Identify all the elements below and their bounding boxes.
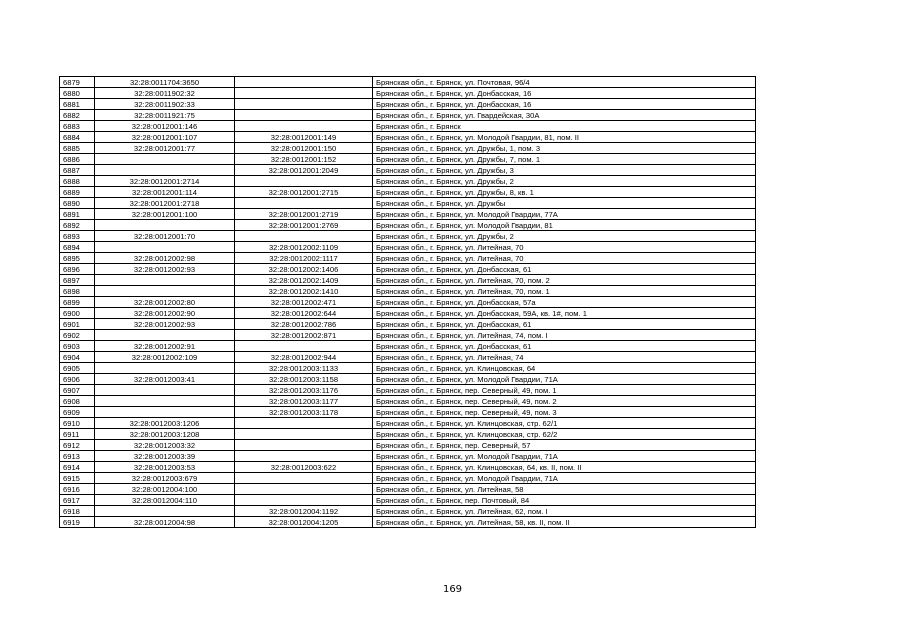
related-cadastral-number-cell: 32:28:0012002:1109 (235, 242, 373, 253)
table-row (60, 209, 756, 220)
cadastral-number-cell (95, 363, 235, 374)
cadastral-number-cell (95, 242, 235, 253)
registry-table-body (60, 77, 756, 528)
related-cadastral-number-cell: 32:28:0012002:944 (235, 352, 373, 363)
cadastral-number-cell: 32:28:0012001:100 (95, 209, 235, 220)
related-cadastral-number-cell (235, 77, 373, 88)
related-cadastral-number-cell: 32:28:0012003:622 (235, 462, 373, 473)
related-cadastral-number-cell: 32:28:0012002:1410 (235, 286, 373, 297)
row-number-cell: 6910 (60, 418, 95, 429)
row-number-cell: 6904 (60, 352, 95, 363)
related-cadastral-number-cell (235, 99, 373, 110)
row-number-cell: 6881 (60, 99, 95, 110)
address-cell: Брянская обл., г. Брянск, ул. Дружбы, 3 (373, 165, 756, 176)
related-cadastral-number-cell: 32:28:0012003:1176 (235, 385, 373, 396)
row-number-cell: 6912 (60, 440, 95, 451)
address-cell: Брянская обл., г. Брянск, пер. Северный, 49, пом. 3 (373, 407, 756, 418)
table-row (60, 374, 756, 385)
address-cell: Брянская обл., г. Брянск, ул. Молодой Гвардии, 81, пом. II (373, 132, 756, 143)
row-number-cell: 6884 (60, 132, 95, 143)
cadastral-number-cell (95, 396, 235, 407)
related-cadastral-number-cell: 32:28:0012002:644 (235, 308, 373, 319)
related-cadastral-number-cell (235, 110, 373, 121)
address-cell: Брянская обл., г. Брянск, ул. Дружбы, 7, пом. 1 (373, 154, 756, 165)
table-row (60, 308, 756, 319)
related-cadastral-number-cell: 32:28:0012004:1192 (235, 506, 373, 517)
cadastral-number-cell (95, 385, 235, 396)
related-cadastral-number-cell: 32:28:0012003:1177 (235, 396, 373, 407)
cadastral-number-cell (95, 330, 235, 341)
related-cadastral-number-cell (235, 484, 373, 495)
row-number-cell: 6886 (60, 154, 95, 165)
row-number-cell: 6885 (60, 143, 95, 154)
related-cadastral-number-cell: 32:28:0012001:149 (235, 132, 373, 143)
row-number-cell: 6880 (60, 88, 95, 99)
address-cell: Брянская обл., г. Брянск, ул. Литейная, 70, пом. 1 (373, 286, 756, 297)
cadastral-number-cell (95, 506, 235, 517)
related-cadastral-number-cell: 32:28:0012003:1178 (235, 407, 373, 418)
address-cell: Брянская обл., г. Брянск, ул. Дружбы, 8, кв. 1 (373, 187, 756, 198)
row-number-cell: 6896 (60, 264, 95, 275)
cadastral-number-cell (95, 275, 235, 286)
row-number-cell: 6893 (60, 231, 95, 242)
table-row (60, 385, 756, 396)
row-number-cell: 6917 (60, 495, 95, 506)
cadastral-number-cell (95, 286, 235, 297)
cadastral-number-cell: 32:28:0012004:110 (95, 495, 235, 506)
table-row (60, 99, 756, 110)
table-row (60, 495, 756, 506)
cadastral-number-cell: 32:28:0012003:53 (95, 462, 235, 473)
address-cell: Брянская обл., г. Брянск, ул. Донбасская, 59А, кв. 1#, пом. 1 (373, 308, 756, 319)
cadastral-number-cell: 32:28:0012003:32 (95, 440, 235, 451)
table-row (60, 396, 756, 407)
address-cell: Брянская обл., г. Брянск, ул. Донбасская, 16 (373, 99, 756, 110)
row-number-cell: 6915 (60, 473, 95, 484)
address-cell: Брянская обл., г. Брянск, ул. Клинцовская, стр. 62/2 (373, 429, 756, 440)
row-number-cell: 6919 (60, 517, 95, 528)
cadastral-number-cell: 32:28:0012001:114 (95, 187, 235, 198)
address-cell: Брянская обл., г. Брянск, ул. Донбасская, 61 (373, 319, 756, 330)
table-row (60, 187, 756, 198)
cadastral-number-cell: 32:28:0012002:80 (95, 297, 235, 308)
row-number-cell: 6882 (60, 110, 95, 121)
row-number-cell: 6895 (60, 253, 95, 264)
row-number-cell: 6902 (60, 330, 95, 341)
address-cell: Брянская обл., г. Брянск, пер. Северный, 49, пом. 2 (373, 396, 756, 407)
address-cell: Брянская обл., г. Брянск, ул. Литейная, 74, пом. I (373, 330, 756, 341)
address-cell: Брянская обл., г. Брянск, ул. Литейная, 70 (373, 253, 756, 264)
table-row (60, 264, 756, 275)
address-cell: Брянская обл., г. Брянск, пер. Северный, 49, пом. 1 (373, 385, 756, 396)
related-cadastral-number-cell: 32:28:0012001:152 (235, 154, 373, 165)
table-row (60, 231, 756, 242)
row-number-cell: 6900 (60, 308, 95, 319)
address-cell: Брянская обл., г. Брянск, ул. Дружбы, 2 (373, 176, 756, 187)
property-registry-table (59, 76, 756, 528)
table-row (60, 473, 756, 484)
table-row (60, 253, 756, 264)
cadastral-number-cell: 32:28:0012002:93 (95, 264, 235, 275)
row-number-cell: 6901 (60, 319, 95, 330)
address-cell: Брянская обл., г. Брянск, ул. Донбасская, 61 (373, 341, 756, 352)
table-row (60, 407, 756, 418)
row-number-cell: 6897 (60, 275, 95, 286)
cadastral-number-cell: 32:28:0012001:77 (95, 143, 235, 154)
cadastral-number-cell: 32:28:0012004:98 (95, 517, 235, 528)
table-row (60, 352, 756, 363)
cadastral-number-cell: 32:28:0012004:100 (95, 484, 235, 495)
table-row (60, 165, 756, 176)
row-number-cell: 6914 (60, 462, 95, 473)
address-cell: Брянская обл., г. Брянск, ул. Донбасская, 16 (373, 88, 756, 99)
address-cell: Брянская обл., г. Брянск, пер. Почтовый, 84 (373, 495, 756, 506)
related-cadastral-number-cell: 32:28:0012003:1158 (235, 374, 373, 385)
address-cell: Брянская обл., г. Брянск, ул. Молодой Гвардии, 71А (373, 451, 756, 462)
related-cadastral-number-cell: 32:28:0012001:2049 (235, 165, 373, 176)
address-cell: Брянская обл., г. Брянск (373, 121, 756, 132)
cadastral-number-cell: 32:28:0012003:1206 (95, 418, 235, 429)
related-cadastral-number-cell (235, 88, 373, 99)
table-row (60, 429, 756, 440)
row-number-cell: 6891 (60, 209, 95, 220)
row-number-cell: 6894 (60, 242, 95, 253)
table-row (60, 77, 756, 88)
row-number-cell: 6899 (60, 297, 95, 308)
cadastral-number-cell: 32:28:0012003:1208 (95, 429, 235, 440)
related-cadastral-number-cell: 32:28:0012004:1205 (235, 517, 373, 528)
address-cell: Брянская обл., г. Брянск, ул. Дружбы, 2 (373, 231, 756, 242)
table-row (60, 517, 756, 528)
address-cell: Брянская обл., г. Брянск, ул. Литейная, 74 (373, 352, 756, 363)
cadastral-number-cell: 32:28:0011902:33 (95, 99, 235, 110)
table-row (60, 242, 756, 253)
cadastral-number-cell (95, 154, 235, 165)
row-number-cell: 6890 (60, 198, 95, 209)
cadastral-number-cell: 32:28:0011921:75 (95, 110, 235, 121)
table-row (60, 121, 756, 132)
related-cadastral-number-cell (235, 429, 373, 440)
row-number-cell: 6883 (60, 121, 95, 132)
table-row (60, 506, 756, 517)
address-cell: Брянская обл., г. Брянск, ул. Молодой Гвардии, 71А (373, 374, 756, 385)
address-cell: Брянская обл., г. Брянск, ул. Почтовая, 96/4 (373, 77, 756, 88)
table-row (60, 286, 756, 297)
table-row (60, 132, 756, 143)
address-cell: Брянская обл., г. Брянск, ул. Литейная, 58 (373, 484, 756, 495)
table-row (60, 198, 756, 209)
cadastral-number-cell: 32:28:0011704:3650 (95, 77, 235, 88)
address-cell: Брянская обл., г. Брянск, ул. Молодой Гвардии, 81 (373, 220, 756, 231)
related-cadastral-number-cell: 32:28:0012002:471 (235, 297, 373, 308)
related-cadastral-number-cell: 32:28:0012002:1117 (235, 253, 373, 264)
address-cell: Брянская обл., г. Брянск, ул. Литейная, 58, кв. II, пом. II (373, 517, 756, 528)
table-row (60, 275, 756, 286)
row-number-cell: 6888 (60, 176, 95, 187)
table-row (60, 462, 756, 473)
cadastral-number-cell (95, 165, 235, 176)
related-cadastral-number-cell (235, 121, 373, 132)
address-cell: Брянская обл., г. Брянск, ул. Дружбы (373, 198, 756, 209)
table-row (60, 143, 756, 154)
cadastral-number-cell: 32:28:0012002:90 (95, 308, 235, 319)
related-cadastral-number-cell (235, 418, 373, 429)
related-cadastral-number-cell (235, 495, 373, 506)
row-number-cell: 6909 (60, 407, 95, 418)
table-row (60, 319, 756, 330)
table-row (60, 330, 756, 341)
address-cell: Брянская обл., г. Брянск, ул. Клинцовская, 64 (373, 363, 756, 374)
address-cell: Брянская обл., г. Брянск, ул. Донбасская, 57а (373, 297, 756, 308)
table-row (60, 440, 756, 451)
address-cell: Брянская обл., г. Брянск, ул. Литейная, 70, пом. 2 (373, 275, 756, 286)
cadastral-number-cell: 32:28:0012003:39 (95, 451, 235, 462)
address-cell: Брянская обл., г. Брянск, ул. Гвардейская, 30А (373, 110, 756, 121)
address-cell: Брянская обл., г. Брянск, ул. Литейная, 70 (373, 242, 756, 253)
table-row (60, 220, 756, 231)
address-cell: Брянская обл., г. Брянск, ул. Молодой Гвардии, 77А (373, 209, 756, 220)
table-row (60, 297, 756, 308)
row-number-cell: 6908 (60, 396, 95, 407)
cadastral-number-cell: 32:28:0012001:107 (95, 132, 235, 143)
related-cadastral-number-cell: 32:28:0012001:150 (235, 143, 373, 154)
address-cell: Брянская обл., г. Брянск, ул. Клинцовская, стр. 62/1 (373, 418, 756, 429)
related-cadastral-number-cell: 32:28:0012001:2719 (235, 209, 373, 220)
address-cell: Брянская обл., г. Брянск, ул. Клинцовская, 64, кв. II, пом. II (373, 462, 756, 473)
address-cell: Брянская обл., г. Брянск, ул. Дружбы, 1, пом. 3 (373, 143, 756, 154)
cadastral-number-cell (95, 220, 235, 231)
cadastral-number-cell: 32:28:0012001:2714 (95, 176, 235, 187)
table-row (60, 418, 756, 429)
address-cell: Брянская обл., г. Брянск, ул. Донбасская, 61 (373, 264, 756, 275)
cadastral-number-cell: 32:28:0012001:146 (95, 121, 235, 132)
cadastral-number-cell (95, 407, 235, 418)
related-cadastral-number-cell (235, 440, 373, 451)
table-row (60, 341, 756, 352)
related-cadastral-number-cell (235, 231, 373, 242)
table-row (60, 484, 756, 495)
row-number-cell: 6887 (60, 165, 95, 176)
table-row (60, 176, 756, 187)
table-row (60, 363, 756, 374)
cadastral-number-cell: 32:28:0012001:2718 (95, 198, 235, 209)
row-number-cell: 6903 (60, 341, 95, 352)
related-cadastral-number-cell: 32:28:0012001:2769 (235, 220, 373, 231)
related-cadastral-number-cell: 32:28:0012003:1133 (235, 363, 373, 374)
related-cadastral-number-cell (235, 198, 373, 209)
row-number-cell: 6898 (60, 286, 95, 297)
page-number: 169 (442, 584, 463, 595)
row-number-cell: 6905 (60, 363, 95, 374)
row-number-cell: 6913 (60, 451, 95, 462)
address-cell: Брянская обл., г. Брянск, ул. Молодой Гвардии, 71А (373, 473, 756, 484)
related-cadastral-number-cell (235, 473, 373, 484)
cadastral-number-cell: 32:28:0012003:679 (95, 473, 235, 484)
table-row (60, 154, 756, 165)
cadastral-number-cell: 32:28:0012003:41 (95, 374, 235, 385)
table-row (60, 88, 756, 99)
related-cadastral-number-cell: 32:28:0012002:1409 (235, 275, 373, 286)
related-cadastral-number-cell: 32:28:0012002:1406 (235, 264, 373, 275)
address-cell: Брянская обл., г. Брянск, ул. Литейная, 62, пом. I (373, 506, 756, 517)
row-number-cell: 6918 (60, 506, 95, 517)
row-number-cell: 6892 (60, 220, 95, 231)
related-cadastral-number-cell: 32:28:0012002:786 (235, 319, 373, 330)
row-number-cell: 6911 (60, 429, 95, 440)
cadastral-number-cell: 32:28:0012002:93 (95, 319, 235, 330)
cadastral-number-cell: 32:28:0011902:32 (95, 88, 235, 99)
row-number-cell: 6916 (60, 484, 95, 495)
cadastral-number-cell: 32:28:0012002:91 (95, 341, 235, 352)
table-row (60, 451, 756, 462)
row-number-cell: 6907 (60, 385, 95, 396)
row-number-cell: 6889 (60, 187, 95, 198)
related-cadastral-number-cell: 32:28:0012002:871 (235, 330, 373, 341)
row-number-cell: 6879 (60, 77, 95, 88)
cadastral-number-cell: 32:28:0012002:109 (95, 352, 235, 363)
address-cell: Брянская обл., г. Брянск, пер. Северный, 57 (373, 440, 756, 451)
related-cadastral-number-cell: 32:28:0012001:2715 (235, 187, 373, 198)
cadastral-number-cell: 32:28:0012001:70 (95, 231, 235, 242)
row-number-cell: 6906 (60, 374, 95, 385)
table-row (60, 110, 756, 121)
related-cadastral-number-cell (235, 451, 373, 462)
related-cadastral-number-cell (235, 341, 373, 352)
related-cadastral-number-cell (235, 176, 373, 187)
cadastral-number-cell: 32:28:0012002:98 (95, 253, 235, 264)
